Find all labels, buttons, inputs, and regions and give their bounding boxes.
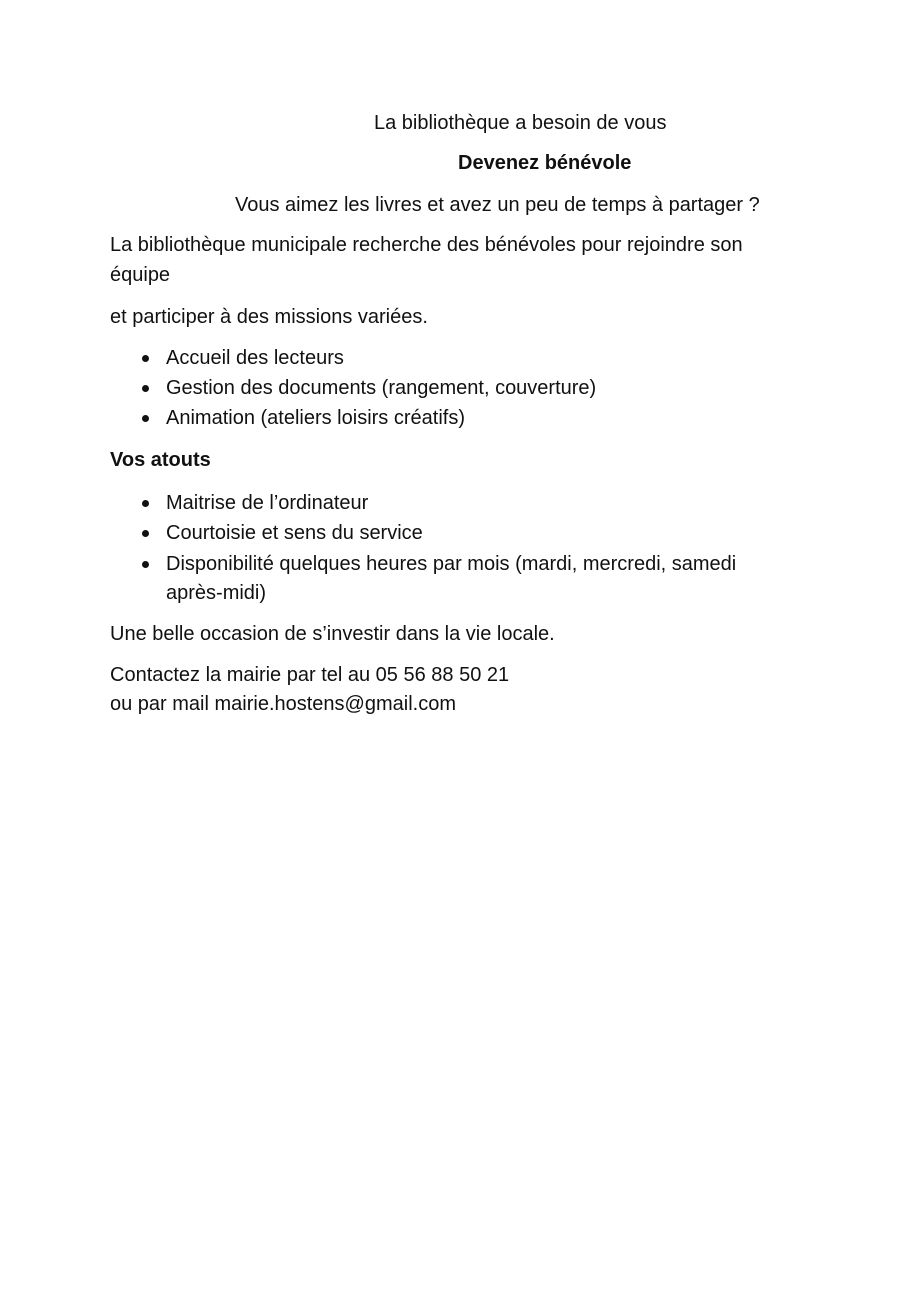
closing-line: Une belle occasion de s’investir dans la vie locale. [110,623,555,645]
bullet-icon [142,415,149,422]
intro-line-2: équipe [110,264,171,286]
list-item: Gestion des documents (rangement, couverture) [166,377,597,399]
page-title: Devenez bénévole [458,152,632,174]
contact-email: ou par mail mairie.hostens@gmail.com [110,693,456,715]
heading-line: La bibliothèque a besoin de vous [374,112,667,134]
list-item: Disponibilité quelques heures par mois (mardi, mercredi, samedi [166,553,737,575]
list-item: Maitrise de l’ordinateur [166,492,369,514]
bullet-icon [142,355,149,362]
list-item: Courtoisie et sens du service [166,522,423,544]
bullet-icon [142,385,149,392]
list-item: Animation (ateliers loisirs créatifs) [166,407,465,429]
atouts-heading: Vos atouts [110,449,211,471]
intro-line-1: La bibliothèque municipale recherche des bénévoles pour rejoindre son [110,234,743,256]
list-item: Accueil des lecteurs [166,347,344,369]
list-item-continuation: après-midi) [166,582,267,604]
bullet-icon [142,530,149,537]
bullet-icon [142,561,149,568]
intro-line-3: et participer à des missions variées. [110,306,428,328]
subtitle: Vous aimez les livres et avez un peu de temps à partager ? [235,194,760,216]
contact-phone: Contactez la mairie par tel au 05 56 88 50 21 [110,664,510,686]
bullet-icon [142,500,149,507]
